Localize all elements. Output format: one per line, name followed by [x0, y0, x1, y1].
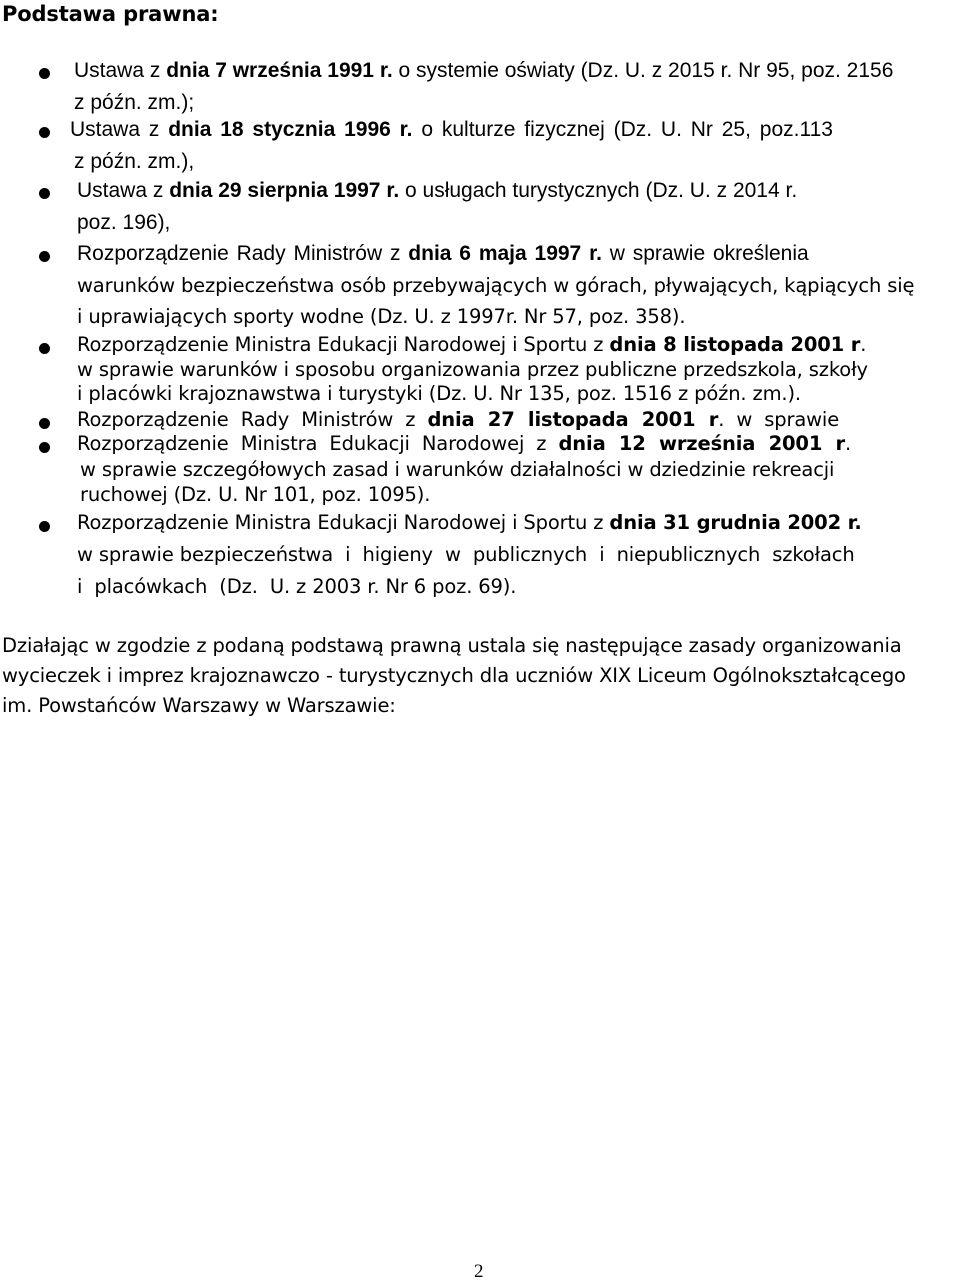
list-item-8-line-1: Rozporządzenie Ministra Edukacji Narodowej i Sportu z dnia 31 grudnia 2002 r.	[77, 511, 862, 534]
list-item-2-line-2: z późn. zm.),	[74, 150, 195, 173]
page-heading: Podstawa prawna:	[2, 2, 219, 26]
list-item-5-line-1: Rozporządzenie Ministra Edukacji Narodowej i Sportu z dnia 8 listopada 2001 r.	[77, 333, 867, 356]
list-item-8-line-3: i placówkach (Dz. U. z 2003 r. Nr 6 poz. 69).	[77, 575, 517, 598]
list-item-7-line-3: ruchowej (Dz. U. Nr 101, poz. 1095).	[80, 483, 431, 506]
list-item-3-line-1: Ustawa z dnia 29 sierpnia 1997 r. o usługach turystycznych (Dz. U. z 2014 r.	[77, 179, 798, 202]
paragraph-line-2: wycieczek i imprez krajoznawczo - turystycznych dla uczniów XIX Liceum Ogólnokształcącego	[2, 664, 906, 687]
bullet-icon	[39, 127, 50, 138]
bullet-icon	[39, 188, 50, 199]
bullet-icon	[39, 251, 50, 262]
list-item-5-line-3: i placówki krajoznawstwa i turystyki (Dz. U. Nr 135, poz. 1516 z późn. zm.).	[77, 382, 801, 405]
list-item-1-line-1: Ustawa z dnia 7 września 1991 r. o systemie oświaty (Dz. U. z 2015 r. Nr 95, poz. 2156	[74, 59, 894, 82]
list-item-4-line-1: Rozporządzenie Rady Ministrów z dnia 6 maja 1997 r. w sprawie określenia	[77, 242, 809, 265]
bullet-icon	[39, 343, 50, 354]
list-item-1-line-2: z późn. zm.);	[74, 91, 195, 114]
bullet-icon	[39, 418, 50, 429]
list-item-5-line-2: w sprawie warunków i sposobu organizowania przez publiczne przedszkola, szkoły	[77, 358, 868, 381]
list-item-2-line-1: Ustawa z dnia 18 stycznia 1996 r. o kulturze fizycznej (Dz. U. Nr 25, poz.113	[70, 118, 833, 141]
list-item-7-line-1: Rozporządzenie Ministra Edukacji Narodowej z dnia 12 września 2001 r.	[77, 432, 852, 455]
bullet-icon	[39, 442, 50, 453]
list-item-7-line-2: w sprawie szczegółowych zasad i warunków działalności w dziedzinie rekreacji	[80, 458, 835, 481]
list-item-4-line-3: i uprawiających sporty wodne (Dz. U. z 1997r. Nr 57, poz. 358).	[77, 305, 686, 328]
paragraph-line-3: im. Powstańców Warszawy w Warszawie:	[2, 694, 396, 717]
list-item-6-line-1: Rozporządzenie Rady Ministrów z dnia 27 listopada 2001 r. w sprawie	[77, 408, 840, 431]
bullet-icon	[39, 521, 50, 532]
page-number: 2	[474, 1261, 484, 1282]
list-item-4-line-2: warunków bezpieczeństwa osób przebywających w górach, pływających, kąpiących się	[77, 274, 915, 297]
paragraph-line-1: Działając w zgodzie z podaną podstawą prawną ustala się następujące zasady organizowania	[2, 634, 902, 657]
list-item-3-line-2: poz. 196),	[77, 211, 171, 234]
list-item-8-line-2: w sprawie bezpieczeństwa i higieny w publicznych i niepublicznych szkołach	[77, 543, 855, 566]
bullet-icon	[39, 68, 50, 79]
